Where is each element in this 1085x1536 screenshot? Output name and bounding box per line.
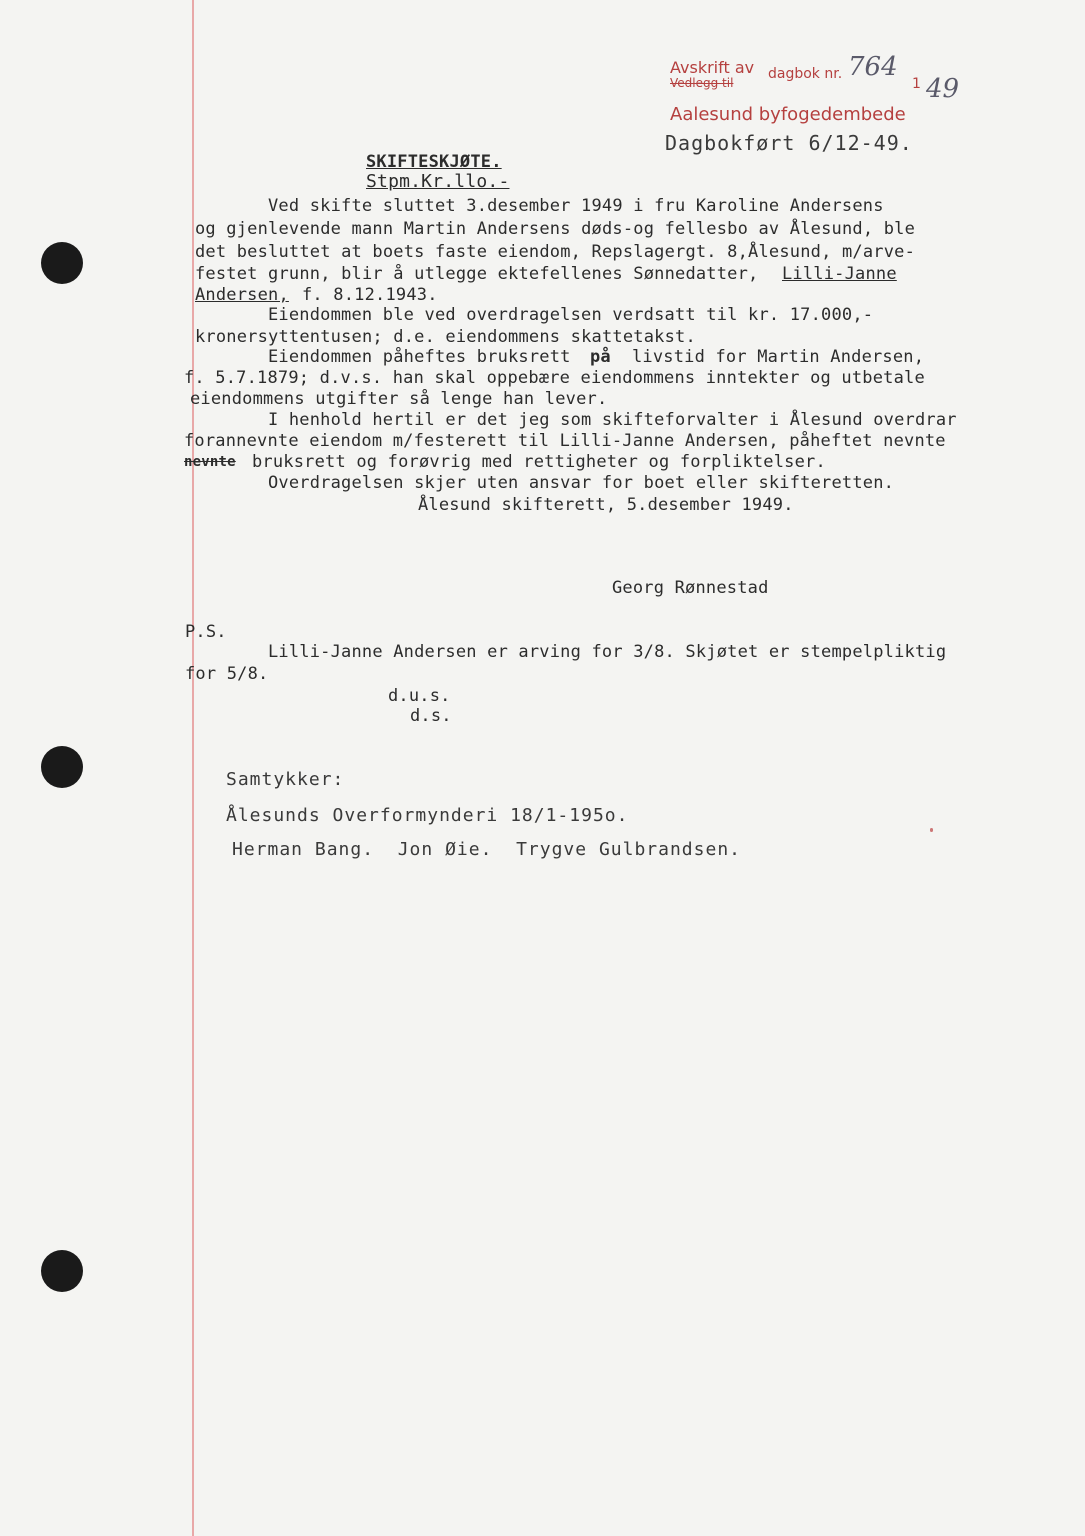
heir-name-first: Lilli-Janne: [782, 264, 897, 284]
stamp-year-prefix: 1: [912, 76, 921, 92]
punch-hole-middle: [41, 746, 83, 788]
struck-nevnte: nevnte: [184, 454, 236, 470]
ps-line-2: for 5/8.: [185, 664, 269, 684]
document-title: SKIFTESKJØTE.: [366, 152, 502, 172]
consent-label: Samtykker:: [226, 769, 345, 790]
stamp-dagbok-label: dagbok nr.: [768, 66, 843, 82]
body-line-13: Overdragelsen skjer uten ansvar for boet eller skifteretten.: [268, 473, 895, 493]
punch-hole-top: [41, 242, 83, 284]
body-line-8: f. 5.7.1879; d.v.s. han skal oppebære eiendommens inntekter og utbetale: [184, 368, 925, 388]
ps-label: P.S.: [185, 622, 227, 642]
body-line-5: Eiendommen ble ved overdragelsen verdsatt til kr. 17.000,-: [268, 305, 874, 325]
stamp-dagbok-number: 764: [848, 52, 898, 82]
punch-hole-bottom: [41, 1250, 83, 1292]
body-line-4: festet grunn, blir å utlegge ektefellenes Sønnedatter,: [195, 264, 759, 284]
body-line-6: kronersyttentusen; d.e. eiendommens skattetakst.: [195, 327, 696, 347]
dus: d.u.s.: [388, 686, 451, 706]
consent-line-1: Ålesunds Overformynderi 18/1-195o.: [226, 805, 629, 826]
ps-line-1: Lilli-Janne Andersen er arving for 3/8. Skjøtet er stempelpliktig: [268, 642, 947, 662]
signature-name: Georg Rønnestad: [612, 578, 769, 598]
consent-line-2: Herman Bang. Jon Øie. Trygve Gulbrandsen.: [232, 839, 741, 860]
stamp-reference: Stpm.Kr.llo.-: [366, 171, 510, 192]
body-line-2: og gjenlevende mann Martin Andersens døds-og fellesbo av Ålesund, ble: [195, 219, 916, 239]
body-line-10: I henhold hertil er det jeg som skifteforvalter i Ålesund overdrar: [268, 410, 957, 430]
body-line-12: bruksrett og forøvrig med rettigheter og forpliktelser.: [252, 452, 826, 472]
body-line-9: eiendommens utgifter så lenge han lever.: [190, 389, 608, 409]
body-line-1: Ved skifte sluttet 3.desember 1949 i fru Karoline Andersens: [268, 196, 884, 216]
stamp-office: Aalesund byfogedembede: [670, 104, 906, 125]
stamp-vedlegg: Vedlegg til: [670, 76, 734, 90]
heir-birthdate: f. 8.12.1943.: [302, 285, 438, 305]
body-line-11: forannevnte eiendom m/festerett til Lilli-Janne Andersen, påheftet nevnte: [184, 431, 946, 451]
ink-spot: [930, 828, 933, 832]
stamp-avskrift: Avskrift av: [670, 58, 755, 77]
body-line-3: det besluttet at boets faste eiendom, Repslagergt. 8,Ålesund, m/arve-: [195, 242, 916, 262]
body-line-7: Eiendommen påheftes bruksrett: [268, 347, 571, 367]
stamp-year: 49: [926, 74, 960, 104]
body-line-7b: livstid for Martin Andersen,: [632, 347, 925, 367]
heir-name-last: Andersen,: [195, 285, 289, 305]
overtyped-paa: på: [590, 347, 611, 367]
place-date: Ålesund skifterett, 5.desember 1949.: [418, 495, 794, 515]
ds: d.s.: [410, 706, 452, 726]
stamp-dagbokfort: Dagbokført 6/12-49.: [665, 131, 913, 155]
margin-line: [192, 0, 194, 1536]
